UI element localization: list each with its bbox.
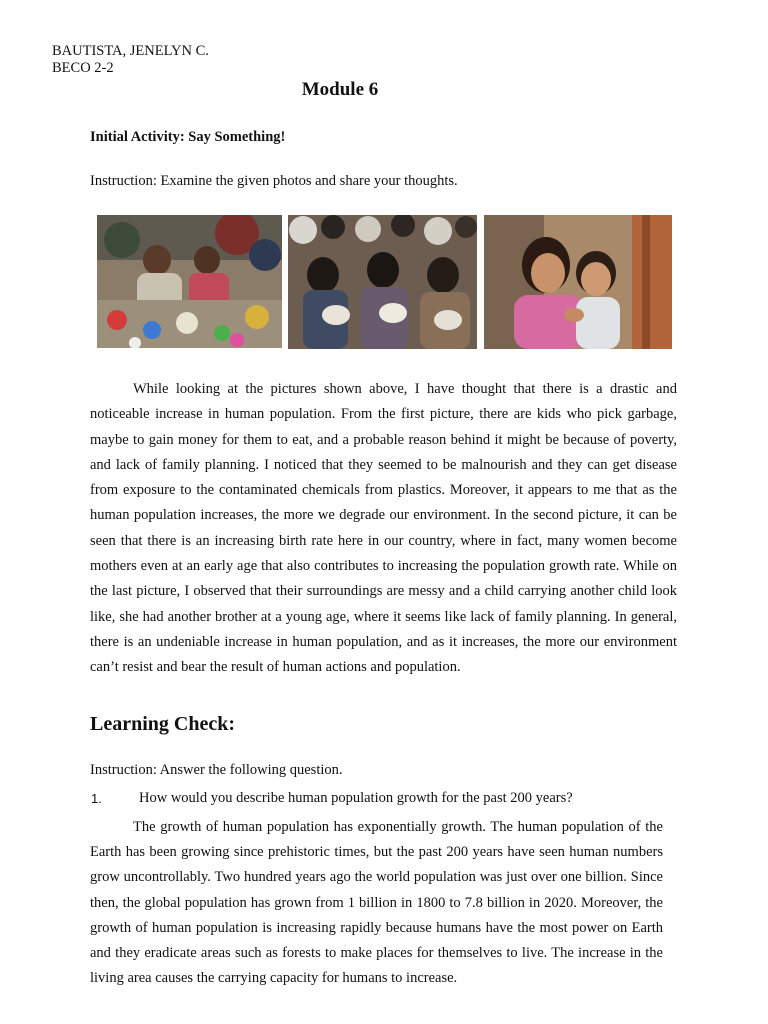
author-block <box>52 43 209 77</box>
reflection-paragraph: While looking at the pictures shown above, I have thought that there is a drastic and noticeable increase in human population. From the first picture, there are kids who pick garbage, maybe to gain money for them to eat, and a probable reason behind it might be because of poverty, and lack of family planning. I noticed that they seemed to be malnourish and they can get disease from exposure to the contaminated chemicals from plastics. Moreover, it appears to me that as the human population increases, the more we degrade our environment. In the second picture, it can be seen that there is an increasing birth rate here in our country, where in fact, many women become mothers even at an early age that also contributes to increasing the population growth rate. While on the last picture, I observed that their surroundings are messy and a child carrying another child look like, she had another brother at a young age, where it seems like lack of family planning. In general, there is an undeniable increase in human population, and as it increases, the more our environment can’t resist and bear the result of human actions and population. <box>90 381 677 676</box>
initial-activity-heading: Initial Activity: Say Something! <box>90 129 286 145</box>
answer-paragraph: The growth of human population has exponentially growth. The human population of the Earth has been growing since prehistoric times, but the past 200 years have seen human numbers grow uncontrollably. Two hundred years ago the world population was just over one billion. Since then, the global population has grown from 1 billion in 1800 to 7.8 billion in 2020. Moreover, the growth of human population is increasing rapidly because humans have the most power on Earth and they eradicate areas such as forests to make places for themselves to live. The increase in the living area causes the carrying capacity for humans to increase. <box>90 819 663 987</box>
photo-mothers-with-babies <box>288 215 477 349</box>
learning-check-instruction: Instruction: Answer the following question. <box>90 762 343 778</box>
page-title: Module 6 <box>301 79 379 100</box>
photo-children-picking-garbage <box>97 215 282 348</box>
initial-activity-instruction: Instruction: Examine the given photos and share your thoughts. <box>90 173 458 189</box>
photo-child-carrying-child <box>484 215 672 349</box>
student-section: BECO 2-2 <box>52 60 114 76</box>
student-name: BAUTISTA, JENELYN C. <box>52 43 209 59</box>
photo-row <box>97 215 677 350</box>
learning-check-heading: Learning Check: <box>90 713 235 735</box>
question-number: 1. <box>91 791 102 806</box>
question-text: How would you describe human population growth for the past 200 years? <box>139 790 573 806</box>
